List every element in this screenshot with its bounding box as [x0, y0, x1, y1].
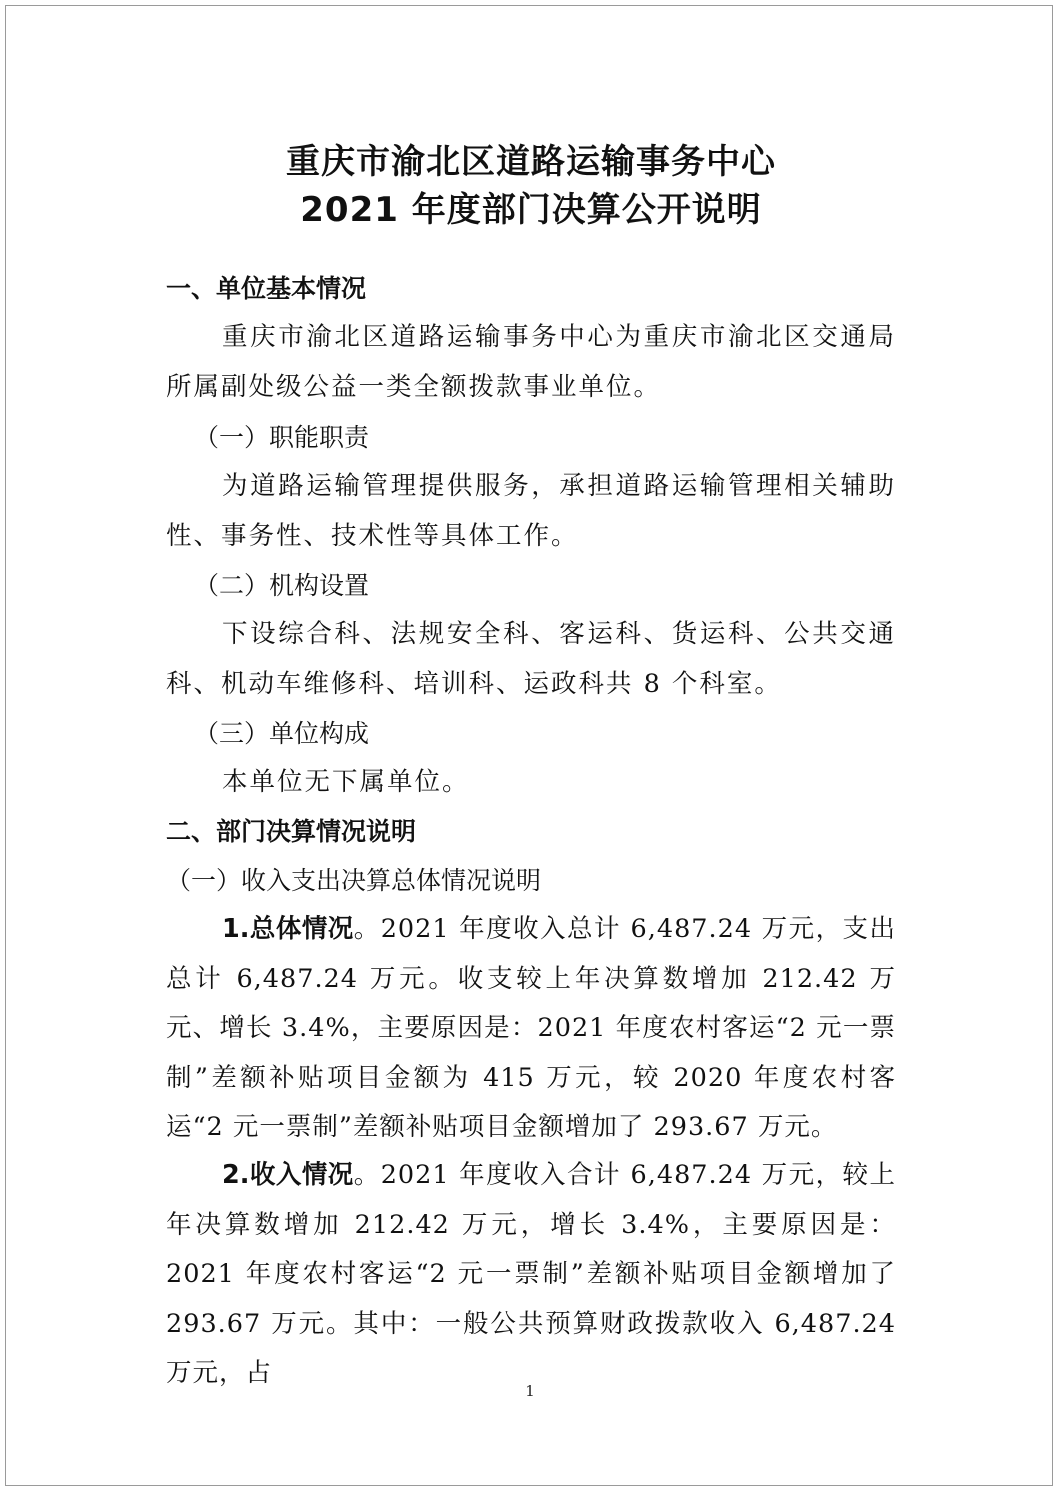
paragraph-income-lead: 2.收入情况 — [222, 1160, 354, 1190]
section-1-heading: 一、单位基本情况 — [166, 274, 367, 303]
sub-1-heading: （一）职能职责 — [194, 423, 370, 452]
paragraph-overall-text: 。2021 年度收入总计 6,487.24 万元，支出总计 6,487.24 万元。收支较上年决算数增加 212.42 万元、增长 3.4%，主要原因是：2021 年度农村客运“2 元一票制”差额补贴项目金额为 415 万元，较 2020 年度农村客运“2 元一票制”差额补贴项目金额增加了 293.67 万元。 — [166, 914, 896, 1142]
sub-3-heading: （三）单位构成 — [194, 719, 370, 748]
document-title-line-1: 重庆市渝北区道路运输事务中心 — [286, 142, 776, 182]
sub-3-text: 本单位无下属单位。 — [222, 767, 470, 797]
paragraph-income — [166, 1151, 896, 1399]
page-number: 1 — [525, 1382, 535, 1400]
paragraph-income-text: 。2021 年度收入合计 6,487.24 万元，较上年决算数增加 212.42 万元，增长 3.4%，主要原因是：2021 年度农村客运“2 元一票制”差额补贴项目金额增加了 293.67 万元。其中：一般公共预算财政拨款收入 6,487.24 万元，占 — [166, 1160, 896, 1388]
paragraph-overall-lead: 1.总体情况 — [222, 914, 354, 944]
sub-1-text: 为道路运输管理提供服务，承担道路运输管理相关辅助性、事务性、技术性等具体工作。 — [166, 471, 896, 551]
sub-2-heading: （二）机构设置 — [194, 571, 370, 600]
document-title-line-2: 2021 年度部门决算公开说明 — [300, 190, 762, 230]
section-1-intro: 重庆市渝北区道路运输事务中心为重庆市渝北区交通局所属副处级公益一类全额拨款事业单位。 — [166, 322, 896, 402]
section-2-heading: 二、部门决算情况说明 — [166, 817, 417, 846]
sub-2-text: 下设综合科、法规安全科、客运科、货运科、公共交通科、机动车维修科、培训科、运政科共 8 个科室。 — [166, 619, 896, 699]
paragraph-overall — [166, 905, 896, 1153]
section-2-sub-1-heading: （一）收入支出决算总体情况说明 — [166, 866, 542, 895]
